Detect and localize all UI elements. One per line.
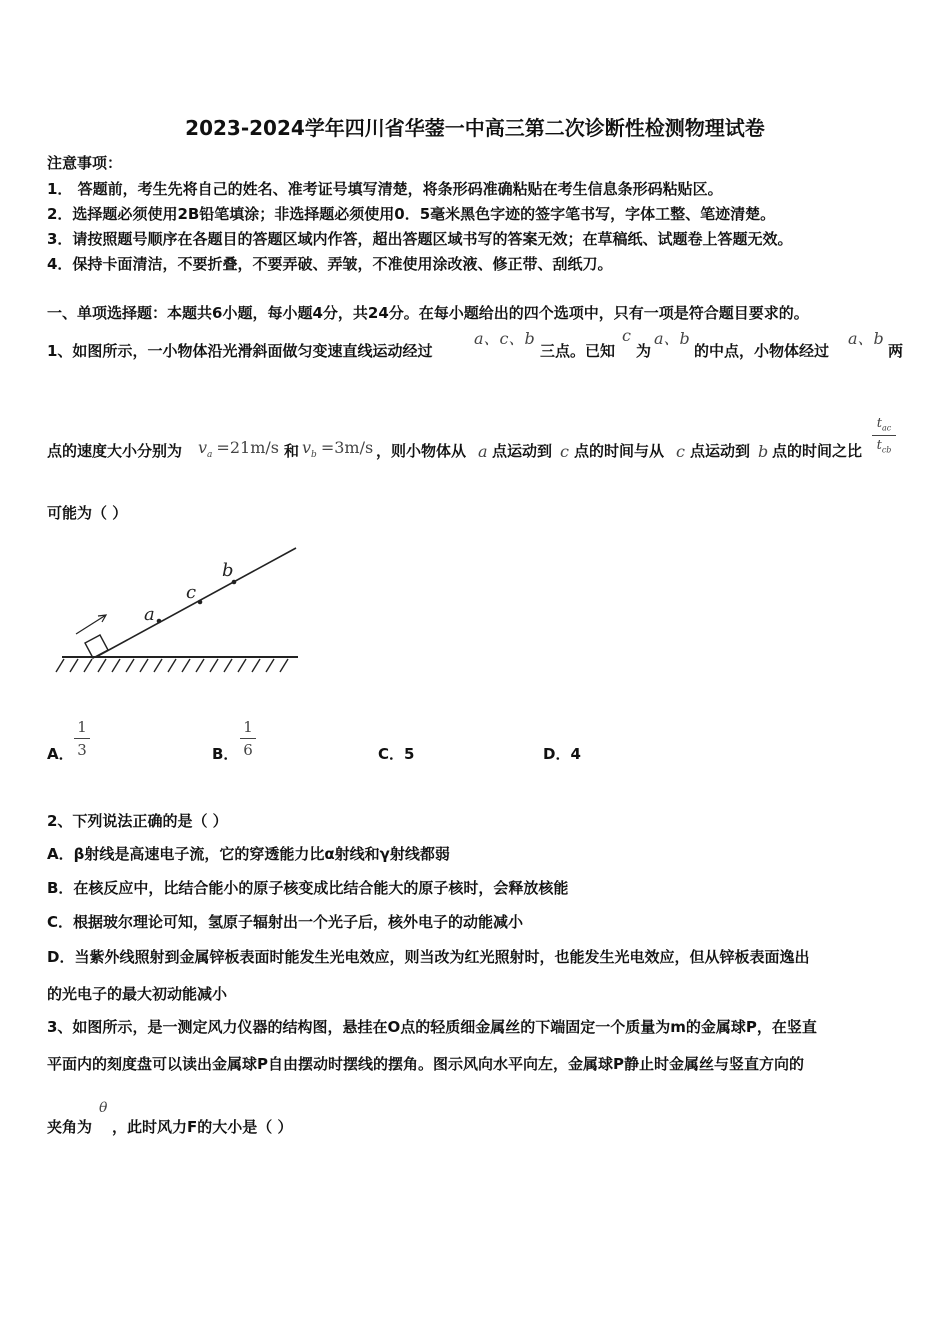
point-a-dot xyxy=(157,619,162,624)
q1-option-d: D．4 xyxy=(543,745,581,763)
q3-stem-line3: 夹角为 xyxy=(47,1118,93,1136)
q1-point-a: a xyxy=(478,442,488,461)
q3-stem-line1: 3、如图所示，是一测定风力仪器的结构图，悬挂在O点的轻质细金属丝的下端固定一个质量为m的金属球P，在竖直 xyxy=(47,1018,817,1036)
q2-option-c: C．根据玻尔理论可知，氢原子辐射出一个光子后，核外电子的动能减小 xyxy=(47,913,524,931)
q2-stem: 2、下列说法正确的是（ ） xyxy=(47,812,228,830)
q1-text: 点的速度大小分别为 xyxy=(47,442,183,460)
q1-text: 点运动到 xyxy=(492,442,553,460)
q1-points-acb: a、c、b xyxy=(474,329,535,348)
q2-option-b: B．在核反应中，比结合能小的原子核变成比结合能大的原子核时，会释放核能 xyxy=(47,879,569,897)
arrow-head-icon xyxy=(98,615,106,622)
q3-stem-line2: 平面内的刻度盘可以读出金属球P自由摆动时摆线的摆角。图示风向水平向左，金属球P静止时金属丝与竖直方向的 xyxy=(47,1055,804,1073)
q1-text: 的中点，小物体经过 xyxy=(694,342,830,360)
q1-option-c: C．5 xyxy=(378,745,415,763)
q1-text: 点的时间之比 xyxy=(772,442,863,460)
q1-points-ab: a、b xyxy=(654,329,690,348)
q1-text: 三点。已知 xyxy=(540,342,616,360)
q1-text: 1、如图所示，一小物体沿光滑斜面做匀变速直线运动经过 xyxy=(47,342,433,360)
section-heading: 一、单项选择题：本题共6小题，每小题4分，共24分。在每小题给出的四个选项中，只有一项是符合题目要求的。 xyxy=(47,304,809,322)
q2-option-a: A．β射线是高速电子流，它的穿透能力比α射线和γ射线都弱 xyxy=(47,845,450,863)
q1-point-c: c xyxy=(676,442,685,461)
q1-text: 两 xyxy=(888,342,904,360)
q1-time-ratio: $t_{ac}$ $t_{cb}$ xyxy=(872,416,896,454)
q3-stem-line3-end: ，此时风力F的大小是（ ） xyxy=(112,1118,293,1136)
q1-point-c: c xyxy=(622,326,631,345)
q1-vb: $v_b =3m/s$ xyxy=(302,438,374,461)
q2-option-d: D．当紫外线照射到金属锌板表面时能发生光电效应，则当改为红光照射时，也能发生光电效应，但从锌板表面逸出 xyxy=(47,948,810,966)
q1-point-b: b xyxy=(758,442,769,461)
q3-theta: θ xyxy=(99,1100,108,1116)
q1-text: 点运动到 xyxy=(690,442,751,460)
q1-text: 和 xyxy=(284,442,300,460)
q1-text: 点的时间与从 xyxy=(574,442,665,460)
notice-item: 2．选择题必须使用2B铅笔填涂；非选择题必须使用0．5毫米黑色字迹的签字笔书写，字体工整、笔迹清楚。 xyxy=(47,205,776,223)
q1-option-a-label: A． xyxy=(47,745,74,763)
block xyxy=(85,635,108,658)
velocity-arrow xyxy=(76,615,106,634)
notice-heading: 注意事项： xyxy=(47,154,123,172)
q1-option-a-value: 1 3 xyxy=(74,718,90,759)
q1-text: 为 xyxy=(636,342,652,360)
ground-hatch xyxy=(56,659,288,672)
q1-option-b-label: B． xyxy=(212,745,239,763)
page-title: 2023-2024学年四川省华蓥一中高三第二次诊断性检测物理试卷 xyxy=(185,116,765,140)
point-c-dot xyxy=(198,600,203,605)
incline-figure xyxy=(48,540,303,675)
figure-label-c: c xyxy=(186,582,197,603)
q1-va: $v_a =21m/s$ xyxy=(198,438,279,461)
q1-stem-line1 xyxy=(47,340,432,361)
q1-text: 可能为（ ） xyxy=(47,504,128,522)
q1-point-c: c xyxy=(560,442,569,461)
q1-option-b-value: 1 6 xyxy=(240,718,256,759)
notice-item: 3．请按照题号顺序在各题目的答题区域内作答，超出答题区域书写的答案无效；在草稿纸、试题卷上答题无效。 xyxy=(47,230,793,248)
notice-item: 1． 答题前，考生先将自己的姓名、准考证号填写清楚，将条形码准确粘贴在考生信息条形码粘贴区。 xyxy=(47,180,723,198)
figure-label-b: b xyxy=(222,560,234,581)
q1-text: ，则小物体从 xyxy=(376,442,467,460)
notice-item: 4．保持卡面清洁，不要折叠，不要弄破、弄皱，不准使用涂改液、修正带、刮纸刀。 xyxy=(47,255,613,273)
figure-label-a: a xyxy=(144,604,155,625)
q2-option-d-cont: 的光电子的最大初动能减小 xyxy=(47,985,228,1003)
q1-points-ab: a、b xyxy=(848,329,884,348)
